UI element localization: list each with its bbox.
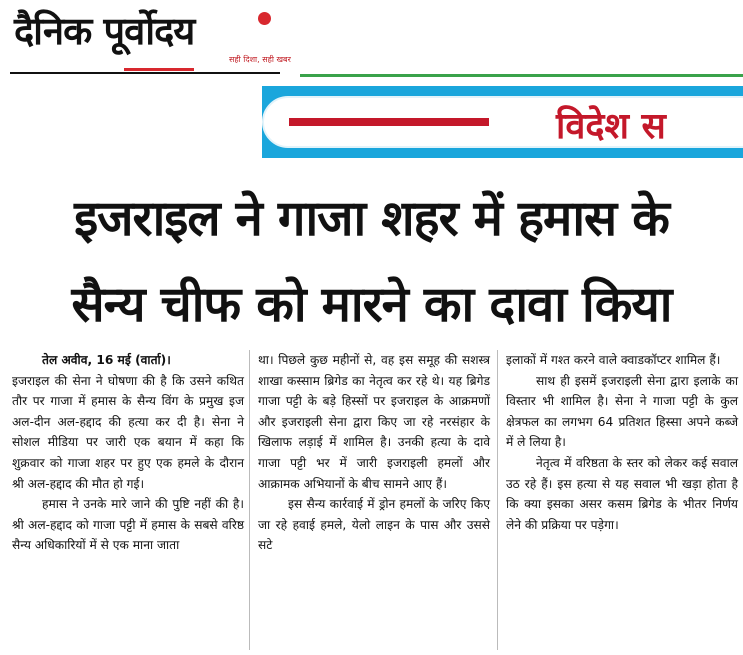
article-column-3 bbox=[506, 350, 738, 535]
masthead bbox=[0, 0, 743, 86]
column-divider bbox=[497, 350, 498, 650]
dateline-para bbox=[12, 350, 244, 371]
body-paragraph: साथ ही इसमें इजराइली सेना द्वारा इलाके का विस्तार भी शामिल है। सेना ने गाजा पट्टी के कुल क्षेत्रफल का लगभग 64 प्रतिशत हिस्सा अपने कब्जे में ले लिया है। bbox=[506, 373, 738, 450]
article-column-2 bbox=[258, 350, 490, 556]
article-column-1 bbox=[12, 350, 244, 556]
section-band-left bbox=[0, 86, 262, 158]
headline-line-1: इजराइल ने गाजा शहर में हमास के bbox=[74, 190, 669, 247]
newspaper-logo: दैनिक पूर्वोदय bbox=[14, 9, 195, 53]
body-paragraph: था। पिछले कुछ महीनों से, वह इस समूह की सशस्त्र शाखा कस्साम ब्रिगेड का नेतृत्व कर रहे थे। यह ब्रिगेड गाजा पट्टी के बड़े हिस्सों पर इजराइल के आक्रमणों और इजराइली सेना द्वारा किए जा रहे नरसंहार के खिलाफ लड़ाई में शामिल है। उनकी हत्या के दावे गाजा पट्टी भर में जारी इजराइली हमलों और आक्रामक अभियानों के बीच सामने आए हैं। bbox=[258, 353, 490, 491]
body-paragraph: इस सैन्य कार्रवाई में ड्रोन हमलों के जरिए किए जा रहे हवाई हमले, येलो लाइन के पास और उससे सटे bbox=[258, 497, 490, 553]
body-paragraph: इजराइल की सेना ने घोषणा की है कि उसने कथित तौर पर गाजा में हमास के सैन्य विंग के प्रमुख इज अल-दीन अल-हद्दाद की हत्या कर दी है। सेना ने सोशल मीडिया पर जारी एक बयान में कहा कि शुक्रवार को गाजा शहर पर हुए एक हमले के दौरान श्री अल-हद्दाद की मौत हो गई। bbox=[12, 373, 244, 491]
section-red-bar bbox=[289, 118, 489, 126]
section-label: विदेश स bbox=[556, 106, 666, 147]
masthead-tagline: सही दिशा, सही खबर bbox=[229, 55, 291, 64]
column-divider bbox=[249, 350, 250, 650]
masthead-rule bbox=[10, 72, 280, 74]
masthead-green-line bbox=[300, 74, 743, 77]
body-paragraph: हमास ने उनके मारे जाने की पुष्टि नहीं की है। श्री अल-हद्दाद को गाजा पट्टी में हमास के सबसे वरिष्ठ सैन्य अधिकारियों में से एक माना जाता bbox=[12, 497, 244, 553]
body-paragraph: नेतृत्व में वरिष्ठता के स्तर को लेकर कई सवाल उठ रहे हैं। इस हत्या से यह सवाल भी खड़ा होता है कि क्या इसका असर कसम ब्रिगेड के भीतर निर्णय लेने की प्रक्रिया पर पड़ेगा। bbox=[506, 455, 738, 532]
dateline: तेल अवीव, 16 मई (वार्ता)। bbox=[42, 353, 171, 367]
logo-red-strip bbox=[124, 68, 194, 71]
body-paragraph: इलाकों में गश्त करने वाले क्वाडकॉप्टर शामिल हैं। bbox=[506, 353, 721, 367]
logo-dot-icon bbox=[258, 12, 271, 25]
headline-line-2: सैन्य चीफ को मारने का दावा किया bbox=[71, 276, 672, 333]
